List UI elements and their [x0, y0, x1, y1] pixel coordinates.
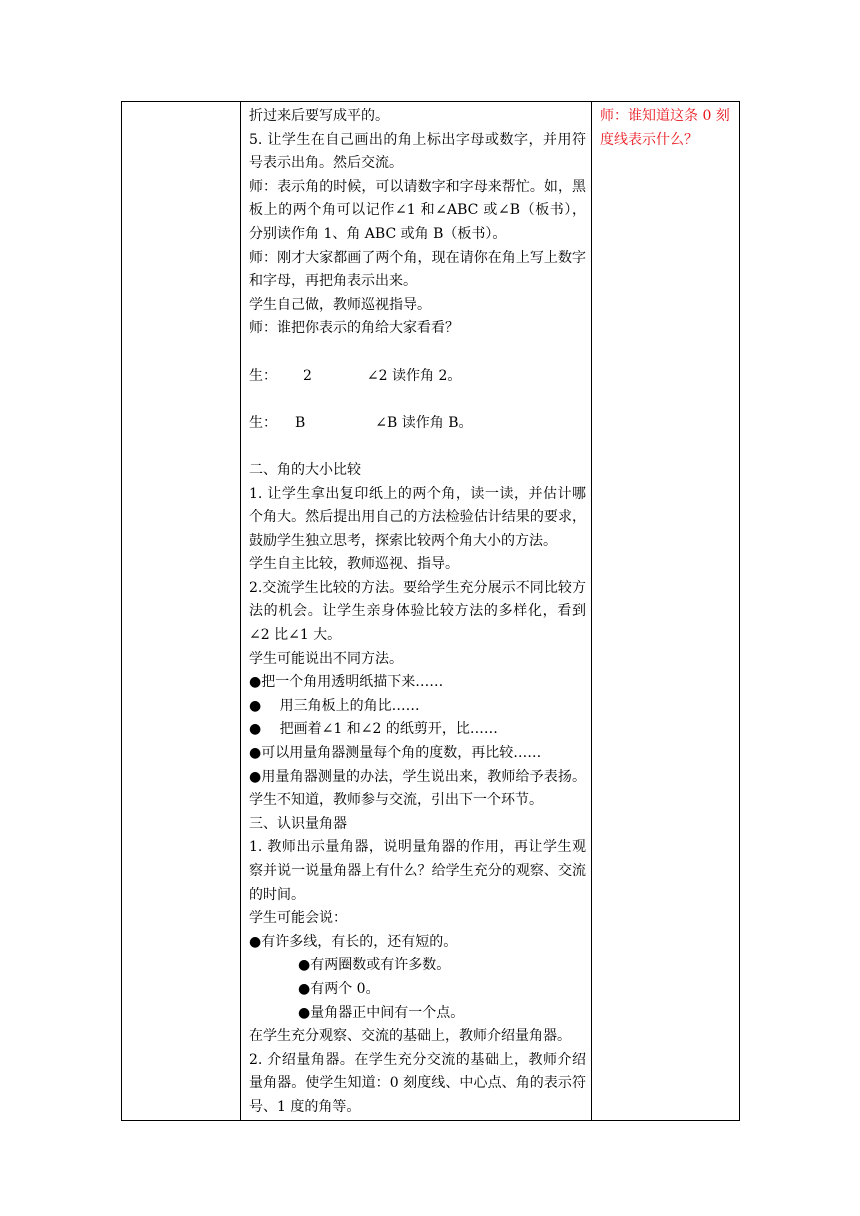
bullet-item: ●可以用量角器测量每个角的度数，再比较…… — [249, 745, 542, 762]
lesson-plan-table — [121, 101, 740, 1121]
bullet-item: ● 把画着∠1 和∠2 的纸剪开，比…… — [249, 721, 498, 738]
main-content — [241, 102, 591, 1120]
bullet-item: ●把一个角用透明纸描下来…… — [249, 674, 444, 691]
paragraph-3-2: 2. 介绍量角器。在学生充分交流的基础上，教师介绍量角器。使学生知道：0 刻度线、中心点、角的表示符号、1 度的角等。 — [249, 1051, 586, 1115]
section-heading-2: 二、角的大小比较 — [249, 461, 361, 478]
student-answer-1 — [249, 365, 586, 389]
text-line: 折过来后要写成平的。 — [249, 108, 389, 124]
angle-label: B — [295, 414, 306, 431]
blank-line — [249, 388, 586, 412]
paragraph-2-1: 1. 让学生拿出复印纸上的两个角，读一读，并估计哪个角大。然后提出用自己的方法检验估计结果的要求，鼓励学生独立思考，探索比较两个角大小的方法。 — [249, 485, 586, 549]
paragraph-step-5: 5. 让学生在自己画出的角上标出字母或数字，并用符号表示出角。然后交流。 — [249, 131, 586, 172]
blank-line — [249, 341, 586, 365]
bullet-item: ●用量角器测量的办法，学生说出来，教师给予表扬。学生不知道，教师参与交流，引出下一个环节。 — [249, 768, 586, 809]
paragraph-3-1: 1. 教师出示量角器，说明量角器的作用，再让学生观察并说一说量角器上有什么？给学生充分的观察、交流的时间。 — [249, 839, 586, 903]
side-note-cell — [592, 102, 740, 1121]
side-note: 师：谁知道这条 0 刻度线表示什么？ — [600, 108, 730, 148]
angle-reading: ∠2 读作角 2。 — [366, 367, 462, 384]
table-row — [122, 102, 740, 1121]
angle-label: 2 — [303, 367, 312, 384]
angle-reading: ∠B 读作角 B。 — [375, 414, 473, 431]
text-line: 学生自主比较，教师巡视、指导。 — [249, 556, 459, 573]
text-line: 在学生充分观察、交流的基础上，教师介绍量角器。 — [249, 1028, 571, 1045]
paragraph-2-2: 2.交流学生比较的方法。要给学生充分展示不同比较方法的机会。让学生亲身体验比较方法的多样化，看到∠2 比∠1 大。 — [249, 579, 586, 644]
bullet-item: ●有两圈数或有许多数。 — [298, 957, 451, 974]
text-line: 学生可能说出不同方法。 — [249, 650, 403, 667]
text-line: 学生自己做，教师巡视指导。 — [249, 296, 431, 313]
text-line: 学生可能会说： — [249, 910, 347, 927]
text-line: 师：谁把你表示的角给大家看看？ — [249, 320, 459, 337]
main-content-cell — [241, 102, 592, 1121]
bullet-item: ● 用三角板上的角比…… — [249, 697, 420, 714]
student-prefix: 生： — [249, 414, 277, 431]
blank-line — [249, 435, 586, 459]
paragraph-teacher-1: 师：表示角的时候，可以请数字和字母来帮忙。如，黑板上的两个角可以记作∠1 和∠ABC 或∠B（板书），分别读作角 1、角 ABC 或角 B（板书）。 — [249, 178, 586, 242]
left-column-cell — [122, 102, 241, 1121]
section-heading-3: 三、认识量角器 — [249, 815, 347, 832]
bullet-item: ●有许多线，有长的，还有短的。 — [249, 933, 458, 950]
bullet-item: ●量角器正中间有一个点。 — [298, 1004, 465, 1021]
student-prefix: 生： — [249, 367, 277, 384]
bullet-item: ●有两个 0。 — [298, 980, 380, 997]
student-answer-2 — [249, 412, 586, 436]
paragraph-teacher-2: 师：刚才大家都画了两个角，现在请你在角上写上数字和字母，再把角表示出来。 — [249, 249, 586, 290]
